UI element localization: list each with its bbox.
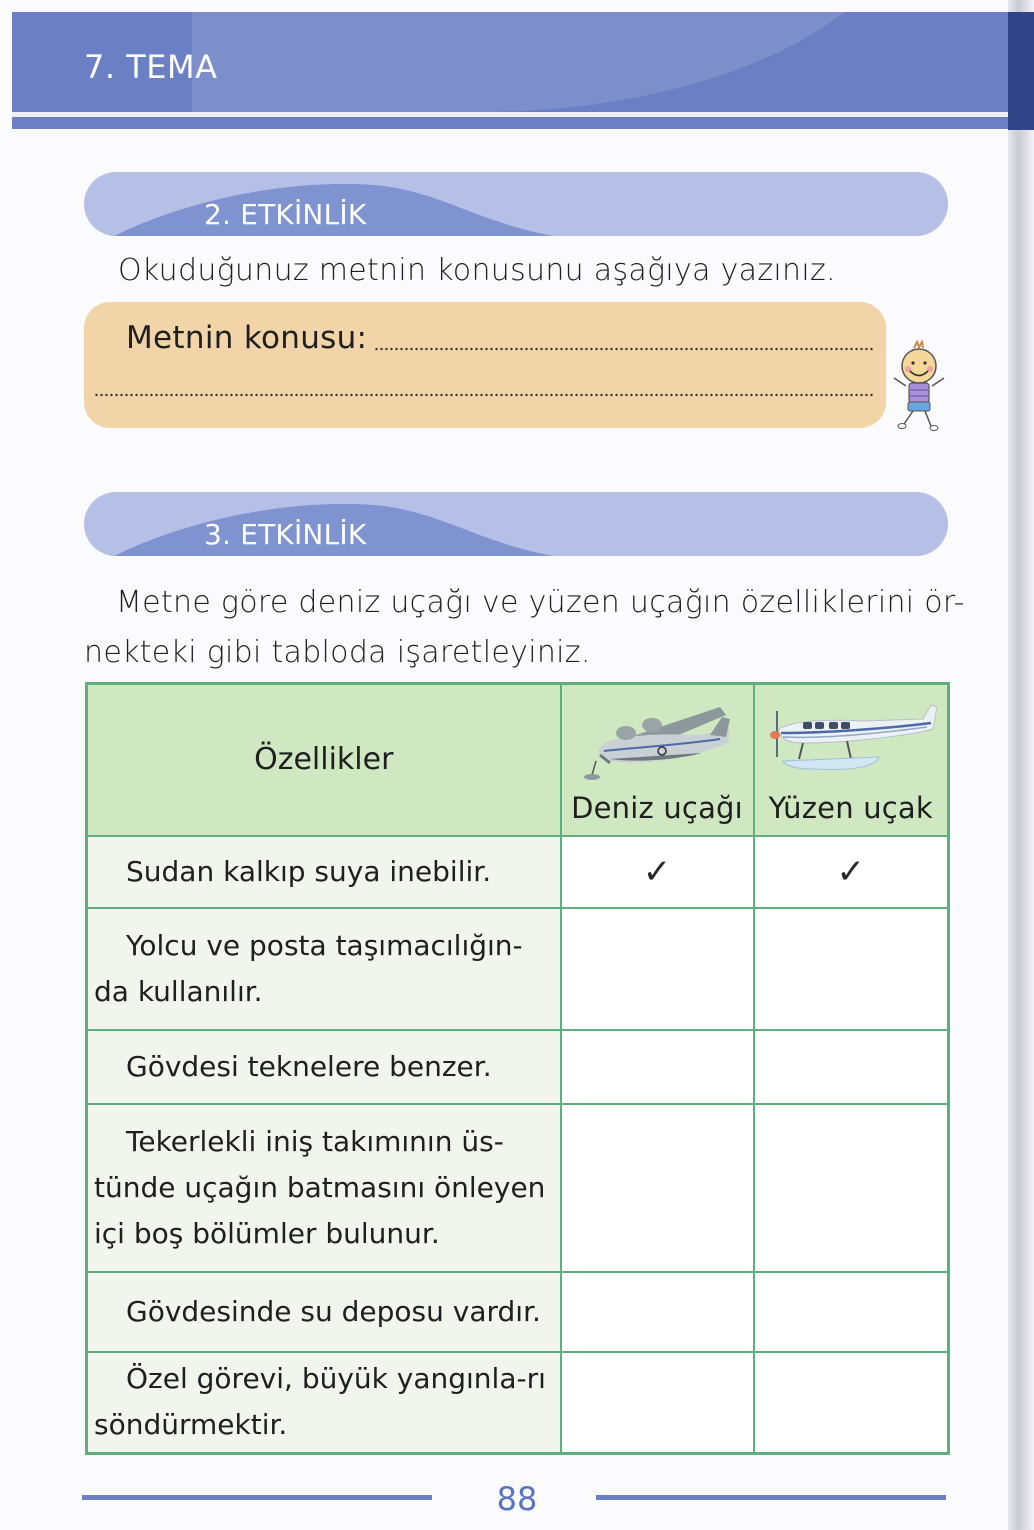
feature-cell — [87, 836, 561, 908]
topic-label: Metnin konusu: — [126, 320, 368, 356]
check-cell-deniz-ucagi[interactable] — [561, 1272, 754, 1352]
banner-decorative-curve — [192, 12, 912, 112]
feature-text: Yolcu ve posta taşımacılığın-da kullanılır. — [94, 928, 523, 1008]
table-row — [87, 1030, 949, 1104]
feature-text: Sudan kalkıp suya inebilir. — [126, 854, 492, 888]
check-cell-deniz-ucagi[interactable] — [561, 1352, 754, 1454]
feature-cell — [87, 1272, 561, 1352]
activity-3-title: 3. ETKİNLİK — [204, 518, 367, 551]
header-deniz-ucagi — [561, 684, 754, 836]
feature-cell — [87, 1352, 561, 1454]
check-cell-yuzen-ucak[interactable]: ✓ — [754, 836, 949, 908]
table-row — [87, 836, 949, 908]
activity-3-instruction-line-1: Metne göre deniz uçağı ve yüzen uçağın özelliklerini ör- — [116, 585, 965, 620]
activity-2-instruction: Okuduğunuz metnin konusunu aşağıya yazınız. — [118, 253, 836, 288]
activity-3-instruction-line-2: nekteki gibi tabloda işaretleyiniz. — [84, 635, 591, 670]
topic-answer-box — [84, 302, 886, 428]
check-cell-yuzen-ucak[interactable] — [754, 1352, 949, 1454]
check-cell-yuzen-ucak[interactable] — [754, 908, 949, 1030]
feature-cell — [87, 1104, 561, 1272]
check-cell-deniz-ucagi[interactable] — [561, 1104, 754, 1272]
floatplane-icon — [763, 695, 939, 785]
activity-2-header — [84, 172, 948, 236]
feature-text: Tekerlekli iniş takımının üs-tünde uçağın batmasını önleyen içi boş bölümler bulunur. — [94, 1124, 546, 1250]
feature-text: Gövdesinde su deposu vardır. — [126, 1294, 541, 1328]
theme-banner — [12, 12, 1012, 112]
table-row — [87, 1272, 949, 1352]
header-yuzen-ucak-label: Yüzen uçak — [768, 790, 933, 825]
check-cell-yuzen-ucak[interactable] — [754, 1104, 949, 1272]
footer-line-left — [82, 1495, 432, 1500]
smiling-child-icon — [884, 338, 954, 434]
page-fold-edge — [1008, 0, 1034, 1530]
feature-cell — [87, 908, 561, 1030]
activity-2-title: 2. ETKİNLİK — [204, 198, 367, 231]
table-row — [87, 908, 949, 1030]
header-features: Özellikler — [87, 684, 561, 836]
page-number: 88 — [496, 1480, 538, 1518]
banner-underline — [12, 117, 1012, 129]
seaplane-icon — [570, 695, 746, 785]
table-row — [87, 1104, 949, 1272]
header-deniz-ucagi-label: Deniz uçağı — [571, 790, 743, 825]
check-cell-deniz-ucagi[interactable] — [561, 1030, 754, 1104]
theme-title: 7. TEMA — [84, 48, 218, 86]
features-table — [85, 682, 950, 1455]
features-table-container — [85, 682, 947, 1456]
table-row — [87, 1352, 949, 1454]
topic-answer-line-1[interactable] — [374, 346, 874, 352]
header-yuzen-ucak — [754, 684, 949, 836]
topic-answer-line-2[interactable] — [94, 392, 874, 398]
check-cell-deniz-ucagi[interactable]: ✓ — [561, 836, 754, 908]
check-cell-yuzen-ucak[interactable] — [754, 1272, 949, 1352]
table-header-row — [87, 684, 949, 836]
activity-3-header — [84, 492, 948, 556]
page-fold-banner-edge — [1008, 12, 1034, 130]
feature-text: Özel görevi, büyük yangınla-rı söndürmektir. — [94, 1362, 546, 1442]
feature-cell — [87, 1030, 561, 1104]
feature-text: Gövdesi teknelere benzer. — [126, 1049, 492, 1083]
footer-line-right — [596, 1495, 946, 1500]
check-cell-yuzen-ucak[interactable] — [754, 1030, 949, 1104]
check-cell-deniz-ucagi[interactable] — [561, 908, 754, 1030]
